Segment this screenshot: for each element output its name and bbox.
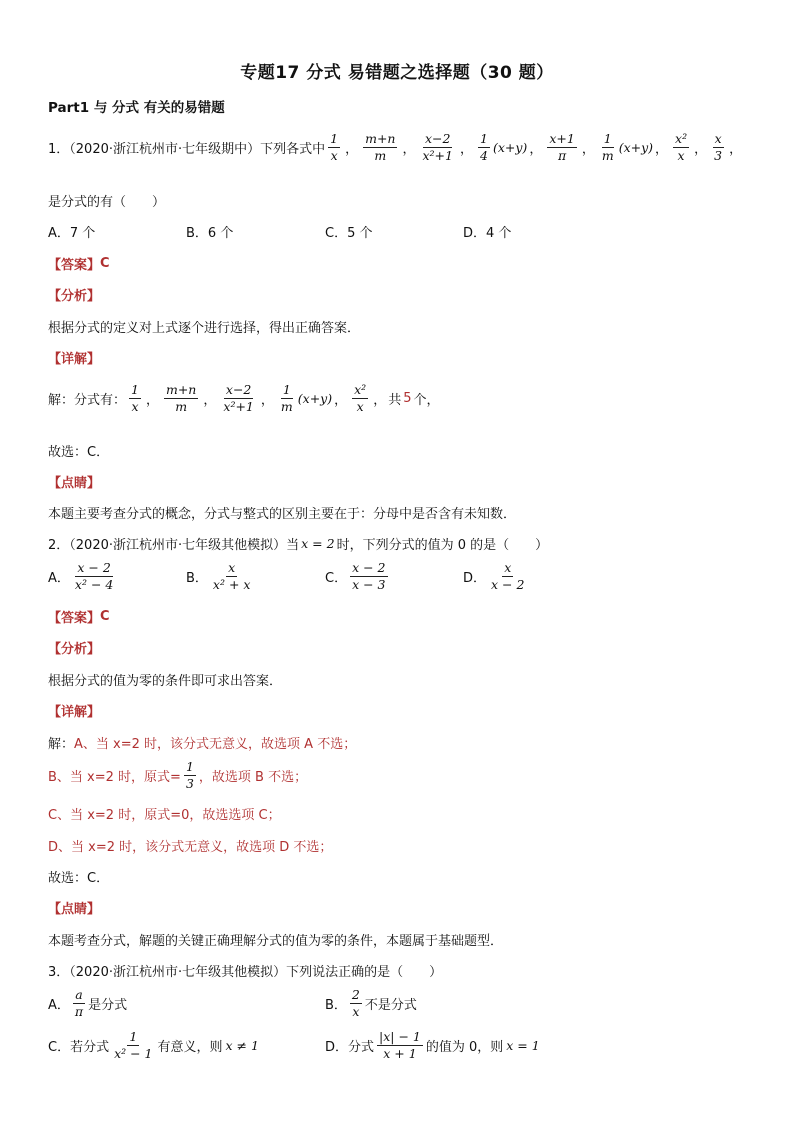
part-heading: Part1 与 分式 有关的易错题 <box>48 100 225 116</box>
fraction-numerator: 1 <box>281 383 293 399</box>
separator: ， <box>402 142 416 158</box>
fraction-expression <box>418 132 459 164</box>
fraction-denominator: x² + x <box>212 577 251 593</box>
option-label: C． <box>325 571 348 587</box>
separator: ， <box>581 142 595 158</box>
fraction-denominator: 4 <box>480 148 488 164</box>
q2-stem <box>48 534 548 553</box>
q1-analysis: 根据分式的定义对上式逐个进行选择，得出正确答案． <box>48 321 361 336</box>
option-fraction <box>350 561 387 593</box>
q1-comment: 本题主要考查分式的概念，分式与整式的区别主要在于：分母中是否含有未知数． <box>48 507 517 522</box>
q1-detail-count: 5 <box>403 391 412 407</box>
q1-option-a[interactable]: A．7 个 <box>48 226 96 241</box>
fraction-expression <box>597 132 653 164</box>
fraction-denominator: x + 1 <box>383 1046 417 1062</box>
fraction <box>221 383 256 415</box>
fraction-factor: (x+y) <box>492 140 528 156</box>
fraction-numerator: 1 <box>328 132 340 148</box>
fraction <box>363 132 397 164</box>
fraction-numerator: 1 <box>129 383 141 399</box>
option-label: D．分式 <box>325 1040 375 1056</box>
fraction-denominator: x²+1 <box>223 399 254 415</box>
fraction-expression <box>360 132 400 164</box>
fraction-denominator: π <box>74 1004 84 1020</box>
fraction-expression <box>218 383 259 415</box>
fraction-denominator: 3 <box>185 776 194 792</box>
fraction-denominator: x <box>131 399 139 415</box>
q2-option-a[interactable] <box>48 561 118 593</box>
q2-detail-b-suffix: ，故选项 B 不选； <box>198 770 308 786</box>
fraction-factor: (x+y) <box>297 391 333 407</box>
q2-option-c[interactable] <box>325 561 391 593</box>
q2-prefix: 2．（2020·浙江杭州市·七年级其他模拟）当 <box>48 538 300 553</box>
fraction-denominator: x − 2 <box>491 577 525 593</box>
q2-condition: x = 2 <box>301 536 335 551</box>
q3-option-d-fraction <box>377 1030 423 1062</box>
q3-option-b-fraction <box>350 988 362 1020</box>
option-label: C．若分式 <box>48 1040 110 1056</box>
q1-answer <box>48 254 110 273</box>
fraction-numerator: |x| − 1 <box>377 1030 423 1046</box>
comment-label: 【点睛】 <box>48 476 101 491</box>
fraction-denominator: x <box>330 148 338 164</box>
fraction-expression <box>670 132 692 164</box>
q3-option-b[interactable] <box>325 988 417 1020</box>
fraction-numerator: 1 <box>127 1030 139 1046</box>
option-fraction <box>211 561 253 593</box>
separator: ， <box>655 142 669 158</box>
page-title: 专题17 分式 易错题之选择题（30 题） <box>240 63 554 83</box>
fraction-denominator: x² − 1 <box>114 1046 153 1062</box>
q1-detail-prefix: 解：分式有： <box>48 393 127 409</box>
fraction-denominator: m <box>374 148 387 164</box>
q1-option-c[interactable]: C．5 个 <box>325 226 373 241</box>
analysis-label: 【分析】 <box>48 642 101 657</box>
fraction-numerator: m+n <box>363 132 397 148</box>
q3-stem: 3．（2020·浙江杭州市·七年级其他模拟）下列说法正确的是（ ） <box>48 965 443 980</box>
fraction-numerator: x − 2 <box>350 561 387 577</box>
q2-choose: 故选：C． <box>48 871 110 886</box>
fraction-denominator: x <box>352 1004 360 1020</box>
fraction <box>129 383 141 415</box>
fraction-denominator: x <box>356 399 364 415</box>
separator: ， <box>145 393 159 409</box>
fraction-numerator: x <box>226 561 237 577</box>
fraction-expression <box>349 383 371 415</box>
fraction-numerator: 2 <box>350 988 362 1004</box>
q2-detail-a-prefix: 解： <box>48 737 75 752</box>
fraction-numerator: m+n <box>164 383 198 399</box>
comment-label: 【点睛】 <box>48 902 101 917</box>
q3-option-a-fraction <box>73 988 85 1020</box>
fraction <box>600 132 616 164</box>
option-text: 不是分式 <box>364 998 417 1014</box>
fraction-numerator: x² <box>352 383 368 399</box>
separator: ， <box>694 142 708 158</box>
q2-option-b[interactable] <box>186 561 255 593</box>
q1-option-d[interactable]: D．4 个 <box>463 226 512 241</box>
separator: ， <box>260 393 274 409</box>
q2-analysis: 根据分式的值为零的条件即可求出答案． <box>48 674 283 689</box>
q1-stem <box>48 132 744 164</box>
option-label: A． <box>48 998 70 1014</box>
fraction-expression <box>126 383 144 415</box>
q2-detail-b-fraction <box>184 760 196 792</box>
fraction-numerator: 1 <box>184 760 196 776</box>
analysis-label: 【分析】 <box>48 289 101 304</box>
fraction-denominator: m <box>601 148 614 164</box>
separator: ， <box>345 142 359 158</box>
fraction <box>673 132 689 164</box>
option-label: B． <box>186 571 208 587</box>
fraction <box>328 132 340 164</box>
fraction <box>547 132 576 164</box>
answer-value: C <box>100 256 110 271</box>
q2-detail-a-text: A、当 x=2 时，该分式无意义，故选项 A 不选； <box>74 737 357 752</box>
option-text: 的值为 0，则 <box>425 1040 504 1056</box>
separator: ， <box>529 142 543 158</box>
fraction-denominator: m <box>280 399 293 415</box>
separator: ， <box>203 393 217 409</box>
fraction-expression <box>709 132 727 164</box>
q3-option-c[interactable] <box>48 1030 259 1062</box>
detail-label: 【详解】 <box>48 352 101 367</box>
option-label: D． <box>463 571 487 587</box>
q1-prefix: 1．（2020·浙江杭州市·七年级期中）下列各式中 <box>48 142 326 158</box>
fraction <box>164 383 198 415</box>
fraction-numerator: 1 <box>602 132 614 148</box>
fraction-denominator: x² − 4 <box>74 577 114 593</box>
fraction-numerator: a <box>73 988 84 1004</box>
fraction-denominator: x − 3 <box>352 577 386 593</box>
q1-detail-suffix-b: 个， <box>413 393 440 409</box>
q1-stem-line2: 是分式的有（ ） <box>48 195 166 210</box>
fraction-expression <box>276 383 332 415</box>
q2-detail-b <box>48 760 307 792</box>
option-label: B． <box>325 998 347 1014</box>
fraction-numerator: x−2 <box>224 383 253 399</box>
fraction <box>279 383 295 415</box>
option-math: x ≠ 1 <box>225 1038 259 1054</box>
q1-choose: 故选：C． <box>48 445 110 460</box>
option-label: A． <box>48 571 70 587</box>
q2-detail-d: D、当 x=2 时，该分式无意义，故选项 D 不选； <box>48 840 333 855</box>
separator: ， <box>373 393 387 409</box>
fraction <box>352 383 368 415</box>
q2-comment: 本题考查分式，解题的关键正确理解分式的值为零的条件，本题属于基础题型． <box>48 934 504 949</box>
option-text: 是分式 <box>88 998 128 1014</box>
detail-label: 【详解】 <box>48 705 101 720</box>
fraction-expression <box>325 132 343 164</box>
option-fraction <box>73 561 115 593</box>
separator: ， <box>334 393 348 409</box>
q1-detail-suffix-a: 共 <box>388 393 402 409</box>
q1-expression-list <box>325 132 744 164</box>
fraction-numerator: x <box>713 132 724 148</box>
fraction-numerator: x − 2 <box>75 561 112 577</box>
answer-label: 【答案】 <box>48 611 101 626</box>
q2-answer <box>48 607 110 626</box>
q2-suffix: 时，下列分式的值为 0 的是（ ） <box>336 538 549 553</box>
q2-detail-a <box>48 733 356 752</box>
separator: ， <box>460 142 474 158</box>
option-fraction <box>489 561 526 593</box>
fraction-factor: (x+y) <box>618 140 654 156</box>
option-math: x = 1 <box>506 1038 540 1054</box>
fraction-numerator: x <box>502 561 513 577</box>
fraction-denominator: π <box>557 148 567 164</box>
q2-option-d[interactable] <box>463 561 529 593</box>
answer-label: 【答案】 <box>48 258 101 273</box>
fraction <box>478 132 490 164</box>
fraction <box>421 132 456 164</box>
q3-option-d[interactable] <box>325 1030 540 1062</box>
fraction-expression <box>544 132 579 164</box>
q2-detail-c: C、当 x=2 时，原式=0，故选选项 C； <box>48 808 281 823</box>
q1-detail <box>48 383 440 415</box>
fraction-expression <box>161 383 201 415</box>
fraction-denominator: x²+1 <box>422 148 453 164</box>
fraction-denominator: m <box>175 399 188 415</box>
fraction <box>712 132 724 164</box>
option-text: 有意义，则 <box>157 1040 223 1056</box>
fraction-expression <box>475 132 527 164</box>
q1-option-b[interactable]: B．6 个 <box>186 226 234 241</box>
fraction-numerator: x+1 <box>547 132 576 148</box>
fraction-denominator: 3 <box>714 148 723 164</box>
q2-detail-b-prefix: B、当 x=2 时，原式= <box>48 770 181 786</box>
q3-option-c-fraction <box>112 1030 154 1062</box>
answer-value: C <box>100 609 110 624</box>
fraction-numerator: x² <box>673 132 689 148</box>
separator: ， <box>729 142 743 158</box>
fraction-denominator: x <box>677 148 685 164</box>
q1-detail-expressions <box>126 383 388 415</box>
fraction-numerator: x−2 <box>423 132 452 148</box>
fraction-numerator: 1 <box>478 132 490 148</box>
q3-option-a[interactable] <box>48 988 127 1020</box>
